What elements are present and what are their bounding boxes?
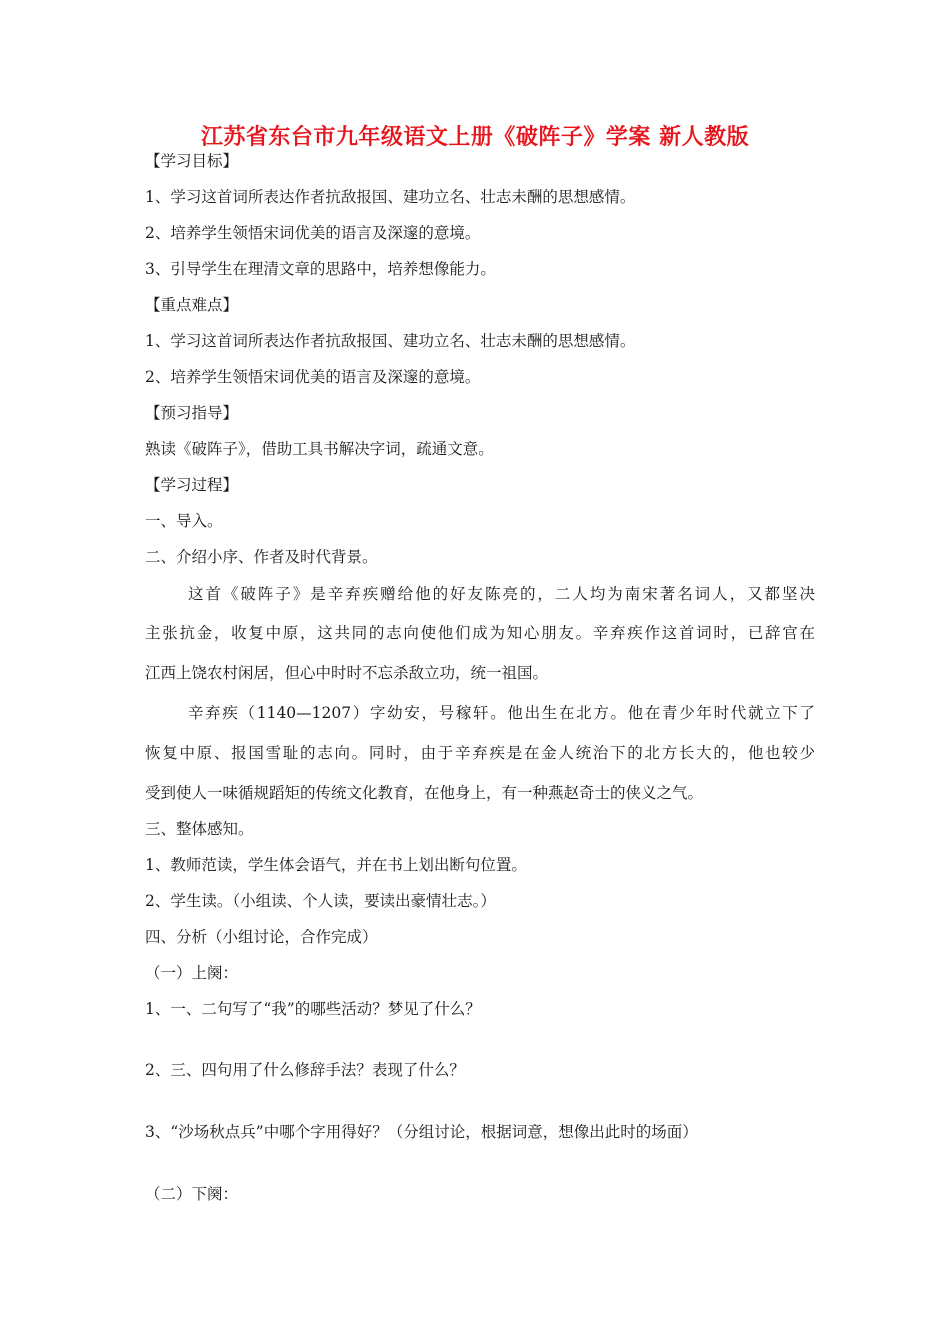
heading-preview-guide: 【预习指导】 — [145, 404, 239, 422]
preview-guide-text: 熟读《破阵子》，借助工具书解决字词，疏通文意。 — [145, 440, 494, 458]
question-1: 1、一、二句写了“我”的哪些活动？梦见了什么？ — [145, 1000, 481, 1018]
section-overall-perception: 三、整体感知。 — [145, 820, 254, 838]
question-3: 3、“沙场秋点兵”中哪个字用得好？（分组讨论，根据词意，想像出此时的场面） — [145, 1123, 698, 1141]
section-background: 二、介绍小序、作者及时代背景。 — [145, 548, 378, 566]
document-title: 江苏省东台市九年级语文上册《破阵子》学案 新人教版 — [200, 124, 750, 150]
paragraph-line: 这首《破阵子》是辛弃疾赠给他的好友陈亮的，二人均为南宋著名词人，又都坚决 — [188, 585, 815, 603]
goal-item-1: 1、学习这首词所表达作者抗敌报国、建功立名、壮志未酬的思想感情。 — [145, 188, 636, 206]
paragraph-line: 受到使人一味循规蹈矩的传统文化教育，在他身上，有一种燕赵奇士的侠义之气。 — [145, 784, 704, 802]
subsection-second-stanza: （二）下阕： — [145, 1185, 239, 1203]
paragraph-line: 主张抗金，收复中原，这共同的志向使他们成为知心朋友。辛弃疾作这首词时，已辞官在 — [145, 624, 815, 642]
paragraph-line: 恢复中原、报国雪耻的志向。同时，由于辛弃疾是在金人统治下的北方长大的，他也较少 — [145, 744, 815, 762]
heading-learning-process: 【学习过程】 — [145, 476, 239, 494]
section-analysis: 四、分析（小组讨论，合作完成） — [145, 928, 378, 946]
paragraph-line: 辛弃疾（1140—1207）字幼安，号稼轩。他出生在北方。他在青少年时代就立下了 — [188, 704, 815, 722]
section-intro: 一、导入。 — [145, 512, 223, 530]
subsection-first-stanza: （一）上阕： — [145, 964, 239, 982]
heading-learning-goals: 【学习目标】 — [145, 152, 239, 170]
goal-item-3: 3、引导学生在理清文章的思路中，培养想像能力。 — [145, 260, 496, 278]
perception-item-2: 2、学生读。（小组读、个人读，要读出豪情壮志。） — [145, 892, 496, 910]
key-point-item-2: 2、培养学生领悟宋词优美的语言及深邃的意境。 — [145, 368, 481, 386]
perception-item-1: 1、教师范读，学生体会语气，并在书上划出断句位置。 — [145, 856, 527, 874]
heading-key-points: 【重点难点】 — [145, 296, 239, 314]
paragraph-line: 江西上饶农村闲居，但心中时时不忘杀敌立功，统一祖国。 — [145, 664, 549, 682]
key-point-item-1: 1、学习这首词所表达作者抗敌报国、建功立名、壮志未酬的思想感情。 — [145, 332, 636, 350]
goal-item-2: 2、培养学生领悟宋词优美的语言及深邃的意境。 — [145, 224, 481, 242]
question-2: 2、三、四句用了什么修辞手法？表现了什么？ — [145, 1061, 465, 1079]
